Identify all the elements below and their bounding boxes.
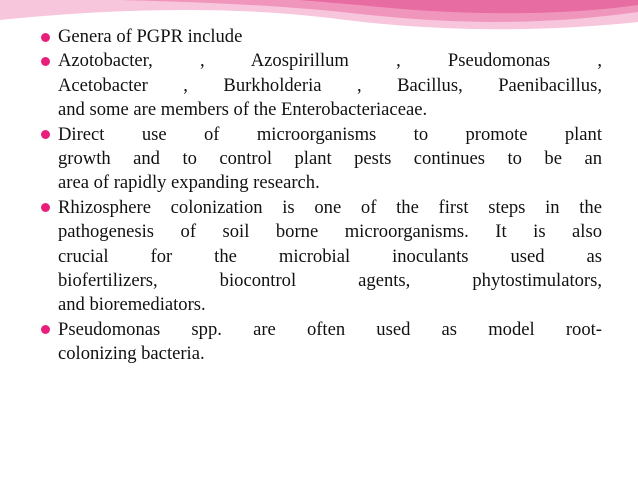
bullet-dot-icon	[41, 25, 55, 49]
text-line: and some are members of the Enterobacteriaceae.	[58, 99, 428, 121]
bullet-dot-icon	[41, 123, 55, 147]
bullet-rhizosphere	[0, 196, 638, 318]
bullet-genera	[0, 25, 638, 49]
text-line: biofertilizers, biocontrol agents, phytostimulators,	[58, 270, 602, 292]
bullet-dot-icon	[41, 196, 55, 220]
bullet-dot-icon	[41, 49, 55, 73]
text-line: Pseudomonas spp. are often used as model root-	[58, 318, 602, 340]
text-line: Direct use of microorganisms to promote plant	[58, 123, 602, 145]
bullet-list	[0, 25, 638, 367]
bullet-genera-list	[0, 49, 638, 122]
text-line: pathogenesis of soil borne microorganisms. It is also	[58, 221, 602, 243]
text-line: Rhizosphere colonization is one of the first steps in the	[58, 196, 602, 218]
text-line: Azotobacter, , Azospirillum , Pseudomonas ,	[58, 50, 602, 72]
text-line: Acetobacter , Burkholderia , Bacillus, Paenibacillus,	[58, 74, 602, 96]
text-line: growth and to control plant pests continues to be an	[58, 148, 602, 170]
text-line: Genera of PGPR include	[58, 26, 243, 47]
bullet-pseudomonas	[0, 318, 638, 367]
text-line: and bioremediators.	[58, 294, 206, 316]
text-line: area of rapidly expanding research.	[58, 172, 320, 194]
bullet-direct-use	[0, 123, 638, 196]
text-line: crucial for the microbial inoculants used as	[58, 245, 602, 267]
text-line: colonizing bacteria.	[58, 343, 205, 365]
bullet-dot-icon	[41, 318, 55, 342]
